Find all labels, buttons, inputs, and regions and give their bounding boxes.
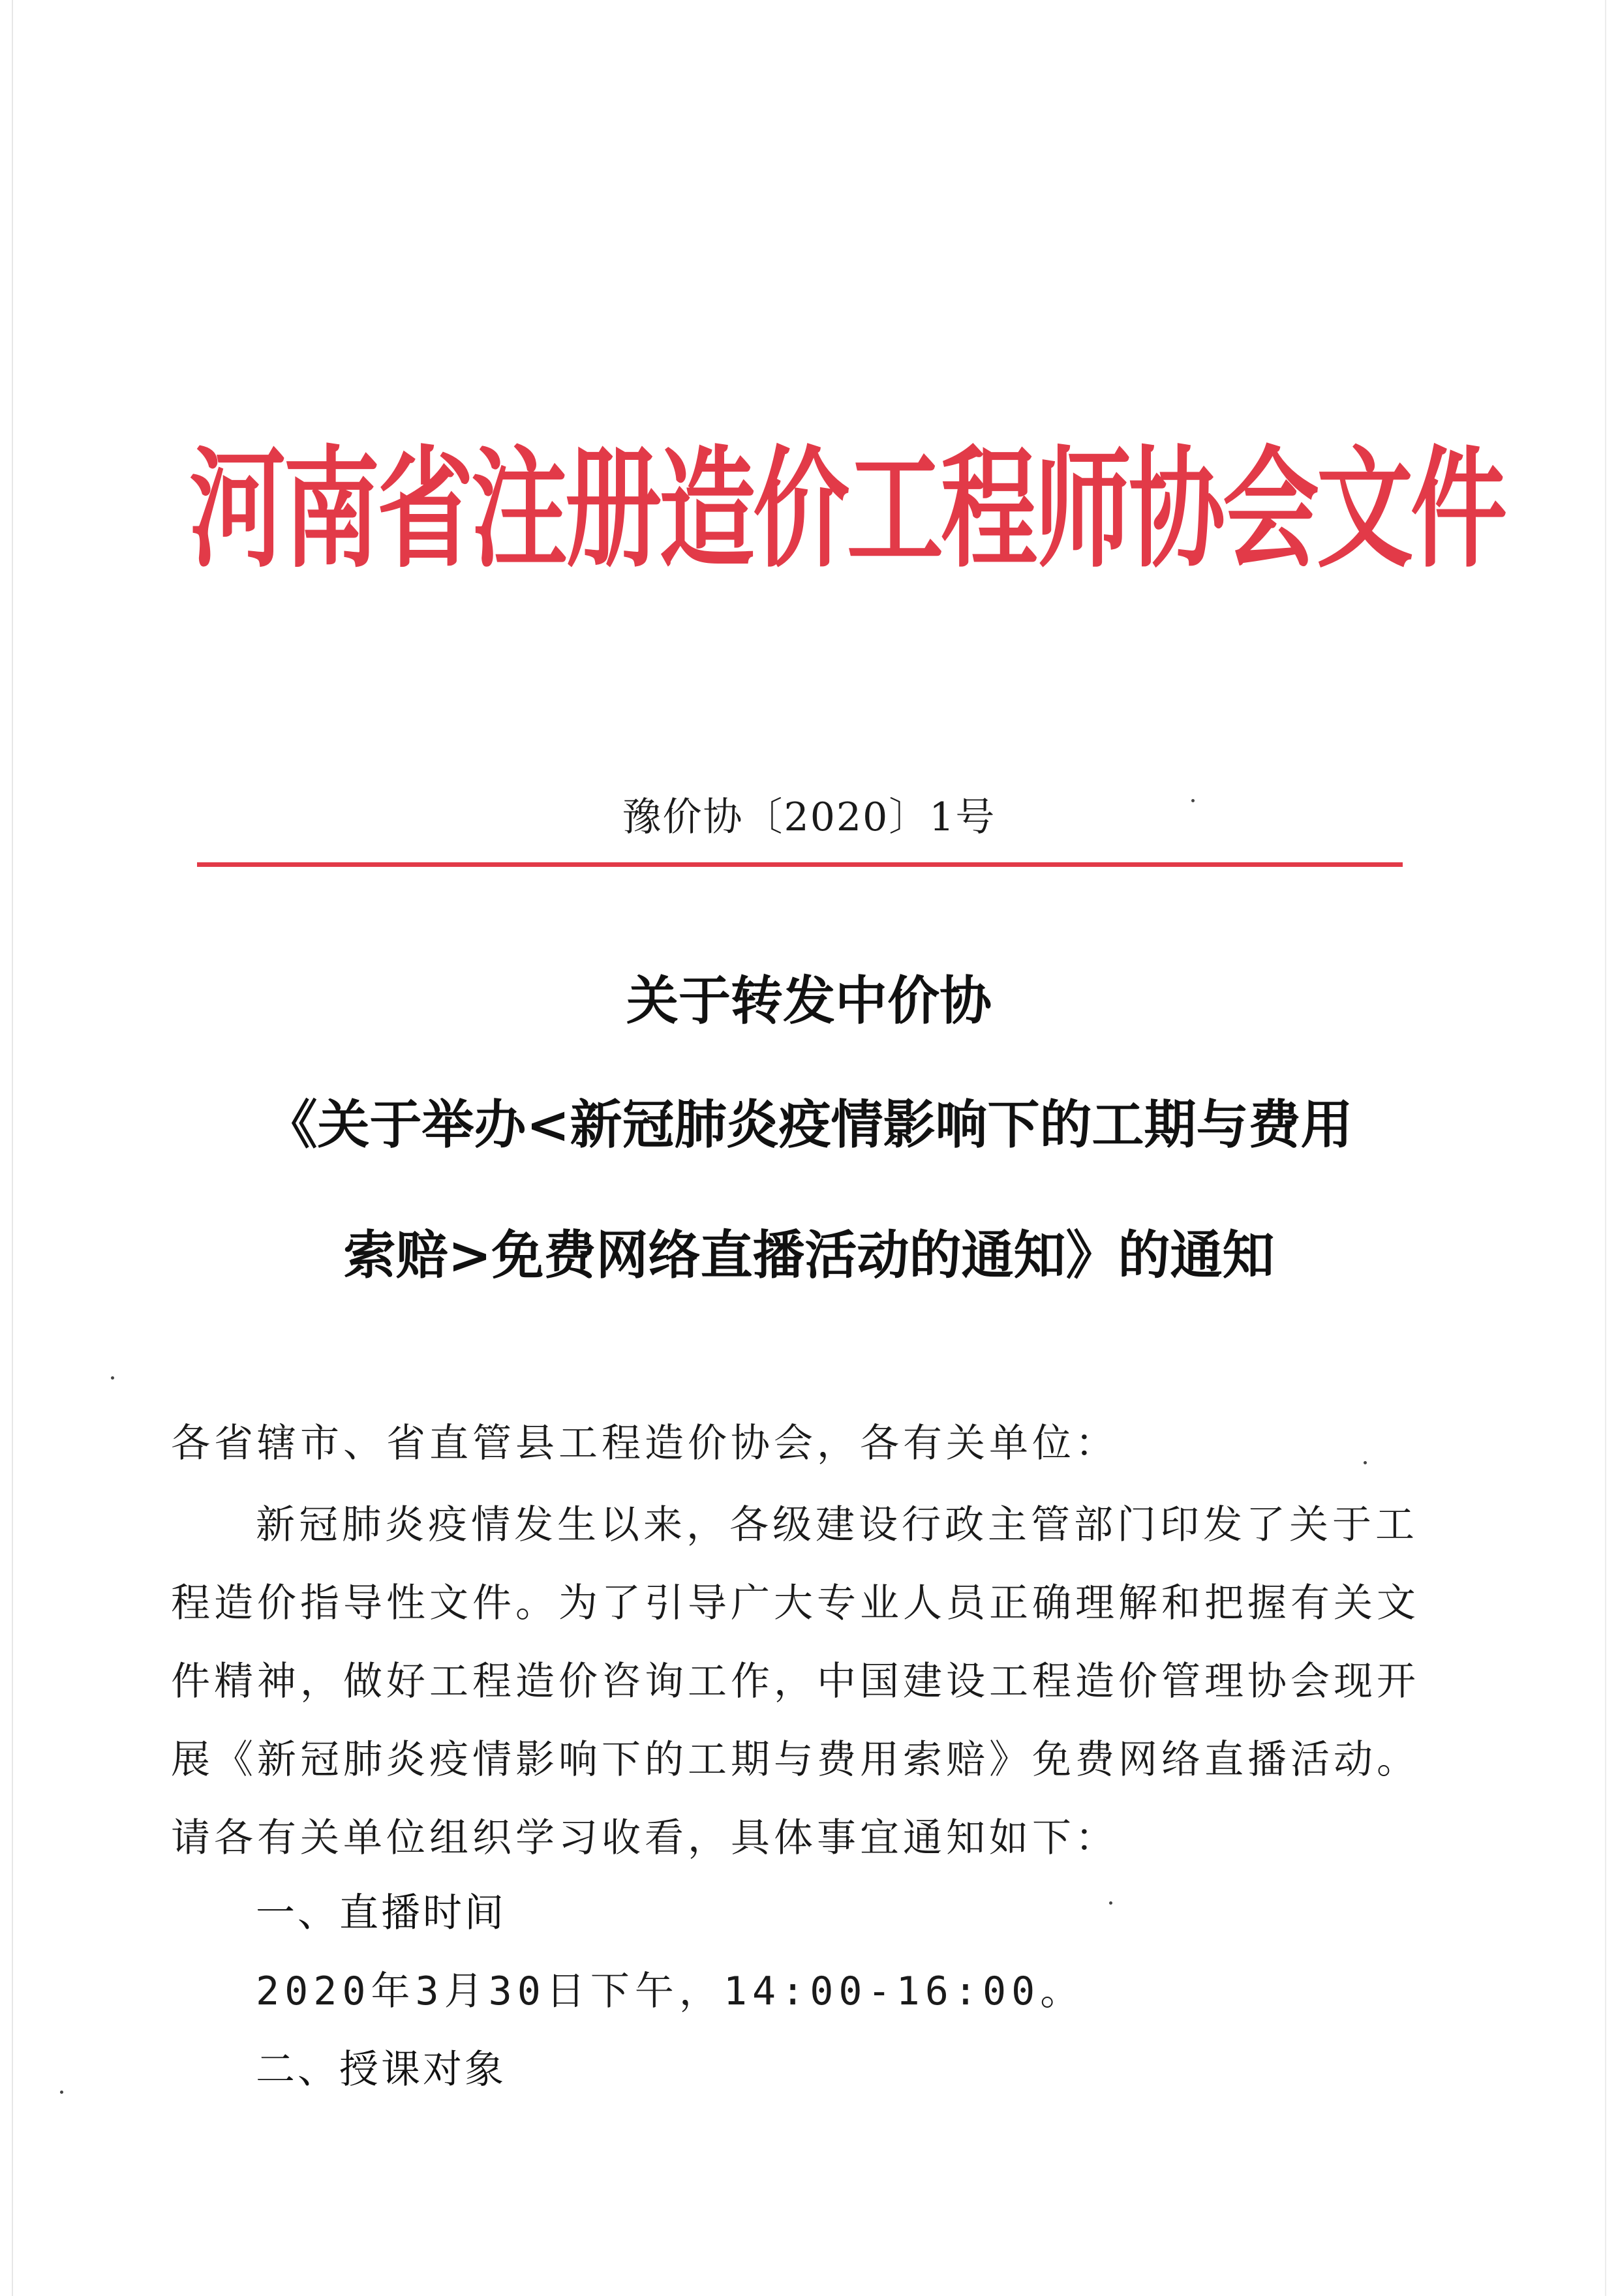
addressee-line: 各省辖市、省直管县工程造价协会，各有关单位： <box>171 1421 1118 1466</box>
scan-speck <box>1109 1901 1112 1905</box>
broadcast-time-text: 2020年3月30日下午，14:00-16:00。 <box>256 1969 1085 2014</box>
scan-speck <box>1364 1461 1367 1464</box>
paragraph-line: 程造价指导性文件。为了引导广大专业人员正确理解和把握有关文 <box>171 1580 1420 1626</box>
paragraph-line: 件精神，做好工程造价咨询工作，中国建设工程造价管理协会现开 <box>171 1659 1420 1704</box>
notice-title-line-3: 索赔>免费网络直播活动的通知》的通知 <box>343 1224 1275 1286</box>
notice-title-line-1: 关于转发中价协 <box>626 970 992 1031</box>
scan-speck <box>60 2091 63 2094</box>
scan-speck <box>1191 799 1195 802</box>
document-number: 豫价协〔2020〕1号 <box>622 794 996 840</box>
organization-header-title: 河南省注册造价工程师协会文件 <box>189 432 1504 586</box>
section-heading-broadcast-time: 一、直播时间 <box>256 1890 506 1936</box>
paragraph-line: 新冠肺炎疫情发生以来，各级建设行政主管部门印发了关于工 <box>256 1502 1418 1548</box>
red-separator-line <box>197 862 1403 867</box>
section-heading-audience: 二、授课对象 <box>256 2047 506 2092</box>
paragraph-line: 请各有关单位组织学习收看，具体事宜通知如下： <box>171 1815 1118 1861</box>
paragraph-line: 展《新冠肺炎疫情影响下的工期与费用索赔》免费网络直播活动。 <box>171 1737 1420 1783</box>
scan-speck <box>111 1376 114 1380</box>
notice-title-line-2: 《关于举办<新冠肺炎疫情影响下的工期与费用 <box>265 1094 1353 1155</box>
